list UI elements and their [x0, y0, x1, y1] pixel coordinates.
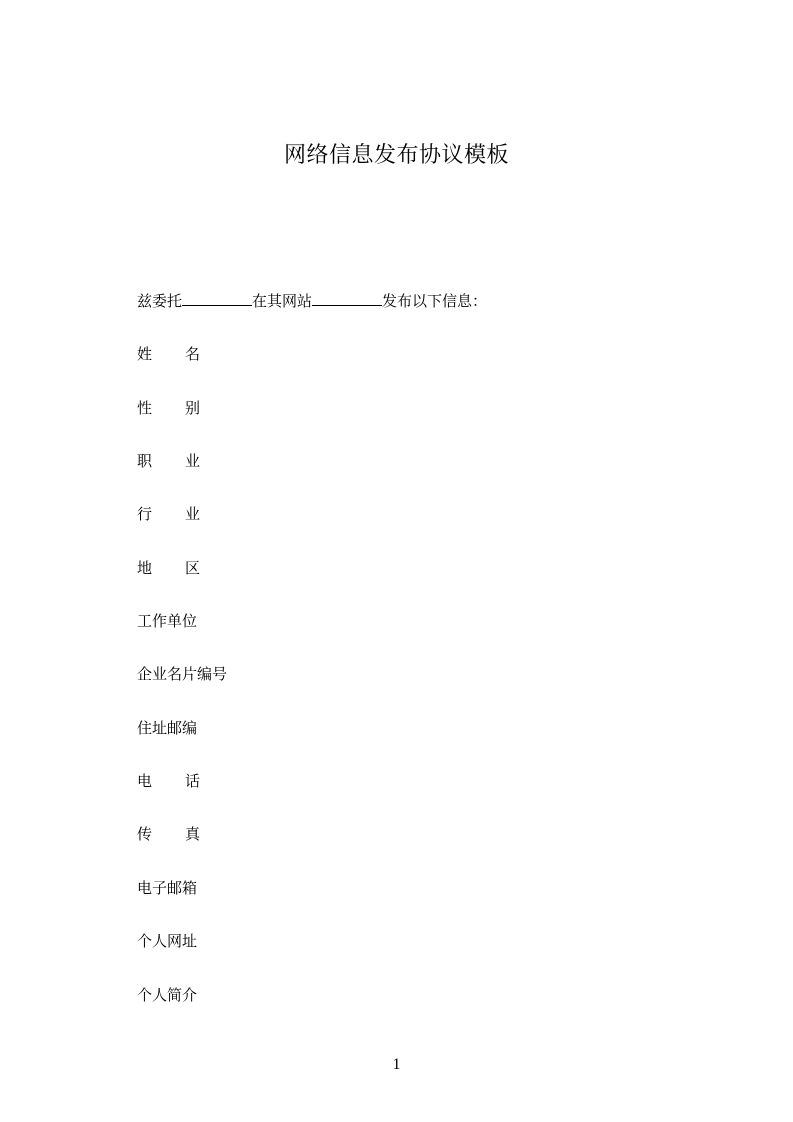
intro-text-entrust: 兹委托 — [137, 292, 183, 310]
field-occupation-char1: 职 — [137, 452, 153, 470]
field-fax-char2: 真 — [185, 825, 201, 843]
intro-text-on-website: 在其网站 — [252, 292, 313, 310]
field-phone-char1: 电 — [137, 772, 153, 790]
field-work-unit: 工作单位 — [137, 612, 198, 630]
field-personal-intro: 个人简介 — [137, 986, 198, 1004]
field-phone-char2: 话 — [185, 772, 201, 790]
intro-line — [137, 289, 487, 312]
field-fax-char1: 传 — [137, 825, 153, 843]
website-name-blank[interactable] — [312, 289, 382, 306]
field-region-char2: 区 — [185, 559, 201, 577]
field-industry-char1: 行 — [137, 505, 153, 523]
intro-text-publish: 发布以下信息： — [382, 292, 488, 310]
entrusted-party-blank[interactable] — [182, 289, 252, 306]
field-gender-char1: 性 — [137, 399, 153, 417]
field-region-char1: 地 — [137, 559, 153, 577]
field-email: 电子邮箱 — [137, 879, 198, 897]
field-address-postcode: 住址邮编 — [137, 719, 198, 737]
field-name-char1: 姓 — [137, 345, 153, 363]
field-gender-char2: 别 — [185, 399, 201, 417]
field-business-card-number: 企业名片编号 — [137, 665, 228, 683]
page-number: 1 — [392, 1056, 401, 1073]
field-industry-char2: 业 — [185, 505, 201, 523]
field-name-char2: 名 — [185, 345, 201, 363]
document-title: 网络信息发布协议模板 — [283, 143, 509, 168]
field-occupation-char2: 业 — [185, 452, 201, 470]
field-personal-website: 个人网址 — [137, 932, 198, 950]
